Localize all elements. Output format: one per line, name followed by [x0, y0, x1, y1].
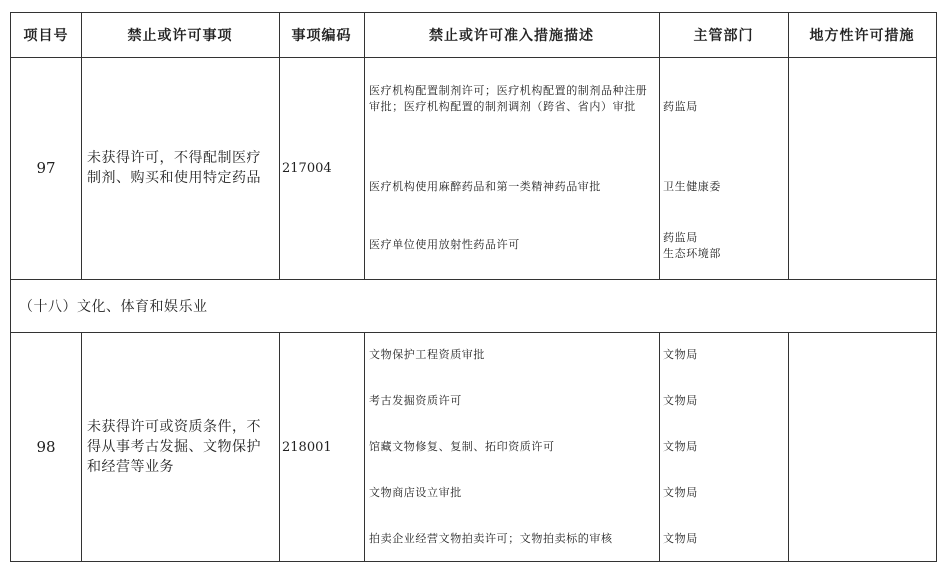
- row98-number: 98: [36, 438, 56, 456]
- row97-dept-3b: 生态环境部: [663, 247, 721, 260]
- row98-code: 218001: [282, 439, 332, 455]
- header-dept: 主管部门: [693, 28, 754, 44]
- row97-measure-3: 医疗单位使用放射性药品许可: [369, 238, 520, 251]
- row97-measure-1: 医疗机构配置制剂许可；医疗机构配置的制剂品种注册审批；医疗机构配置的制剂调剂（跨省、省内）审批: [369, 84, 648, 113]
- row98-dept-4: 文物局: [663, 486, 698, 499]
- row98-item: 未获得许可或资质条件，不得从事考古发掘、文物保护和经营等业务: [87, 419, 261, 475]
- row98-measure-5: 拍卖企业经营文物拍卖许可；文物拍卖标的审核: [369, 532, 613, 545]
- header-item-name: 禁止或许可事项: [127, 28, 233, 44]
- col-divider: [788, 332, 789, 562]
- row98-dept-2: 文物局: [663, 394, 698, 407]
- section-heading: （十八）文化、体育和娱乐业: [19, 298, 208, 315]
- row97-code: 217004: [282, 160, 332, 176]
- row98-measure-3: 馆藏文物修复、复制、拓印资质许可: [369, 440, 555, 453]
- row97-dept-1: 药监局: [663, 100, 698, 113]
- row97-item: 未获得许可，不得配制医疗制剂、购买和使用特定药品: [87, 150, 261, 186]
- header-code: 事项编码: [291, 28, 352, 44]
- row97-dept-3a: 药监局: [663, 231, 698, 244]
- row97-measure-2: 医疗机构使用麻醉药品和第一类精神药品审批: [369, 180, 601, 193]
- header-local: 地方性许可措施: [809, 28, 915, 44]
- row98-measure-2: 考古发掘资质许可: [369, 394, 462, 407]
- row97-dept-2: 卫生健康委: [663, 180, 721, 193]
- header-measures: 禁止或许可准入措施描述: [429, 28, 594, 44]
- row98-measure-1: 文物保护工程资质审批: [369, 348, 485, 361]
- row98-dept-3: 文物局: [663, 440, 698, 453]
- col-divider: [788, 57, 789, 279]
- permit-table: [10, 12, 937, 562]
- row98-measure-4: 文物商店设立审批: [369, 486, 462, 499]
- row98-dept-5: 文物局: [663, 532, 698, 545]
- row97-number: 97: [36, 159, 56, 177]
- row98-dept-1: 文物局: [663, 348, 698, 361]
- header-item-no: 项目号: [23, 28, 69, 44]
